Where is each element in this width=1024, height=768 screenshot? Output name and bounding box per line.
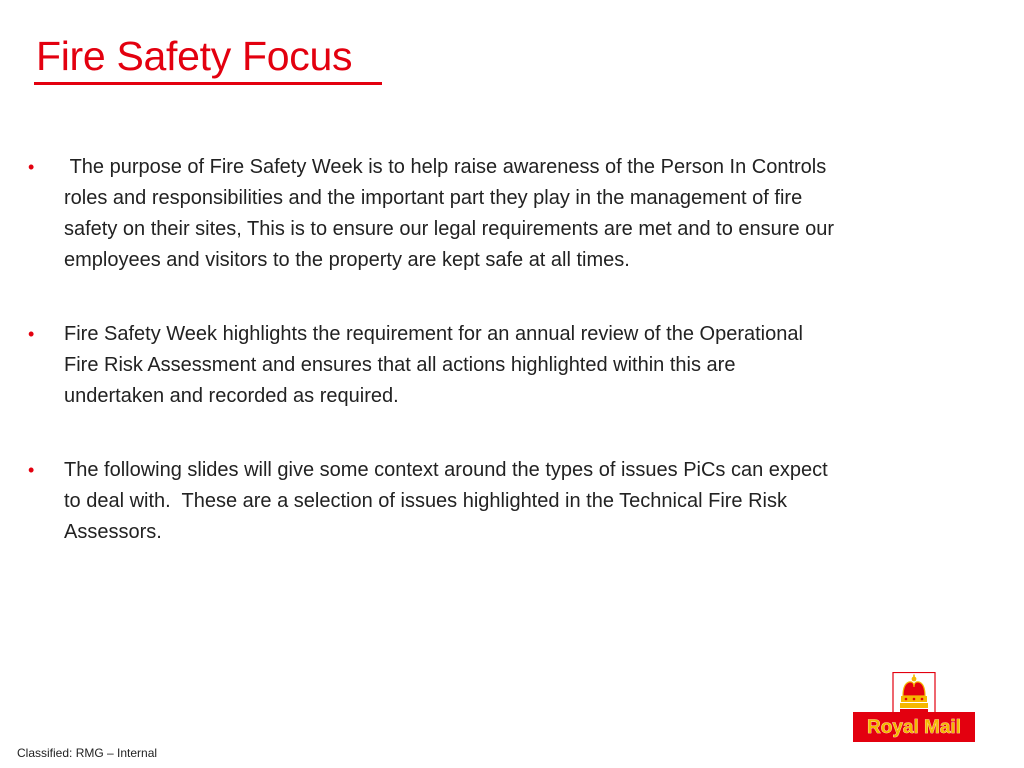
bullet-text: The following slides will give some context around the types of issues PiCs can expect to deal with. These are a selection of issues highlighted in the Technical Fire Risk Assessors. [64, 459, 834, 543]
royal-mail-logo [853, 672, 975, 742]
bullet-text: The purpose of Fire Safety Week is to help raise awareness of the Person In Controls roles and responsibilities and the important part they play in the management of fire safety on their sites, This is to ensure our legal requirements are met and to ensure our employees and visitors to the property are kept safe at all times. [64, 156, 840, 271]
slide-title: Fire Safety Focus [36, 33, 353, 79]
bullet-list [28, 152, 838, 591]
bullet-item [28, 319, 838, 412]
royal-mail-wordmark: Royal Mail [867, 717, 961, 738]
bullet-item [28, 152, 838, 276]
classification-footer: Classified: RMG – Internal [17, 746, 158, 760]
bullet-item [28, 455, 838, 548]
title-underline [34, 82, 382, 85]
bullet-marker: • [28, 324, 35, 344]
bullet-marker: • [28, 157, 35, 177]
bullet-text: Fire Safety Week highlights the requirement for an annual review of the Operational Fire Risk Assessment and ensures that all actions highlighted within this are undertaken and recorded as required. [64, 323, 803, 407]
bullet-marker: • [28, 460, 35, 480]
